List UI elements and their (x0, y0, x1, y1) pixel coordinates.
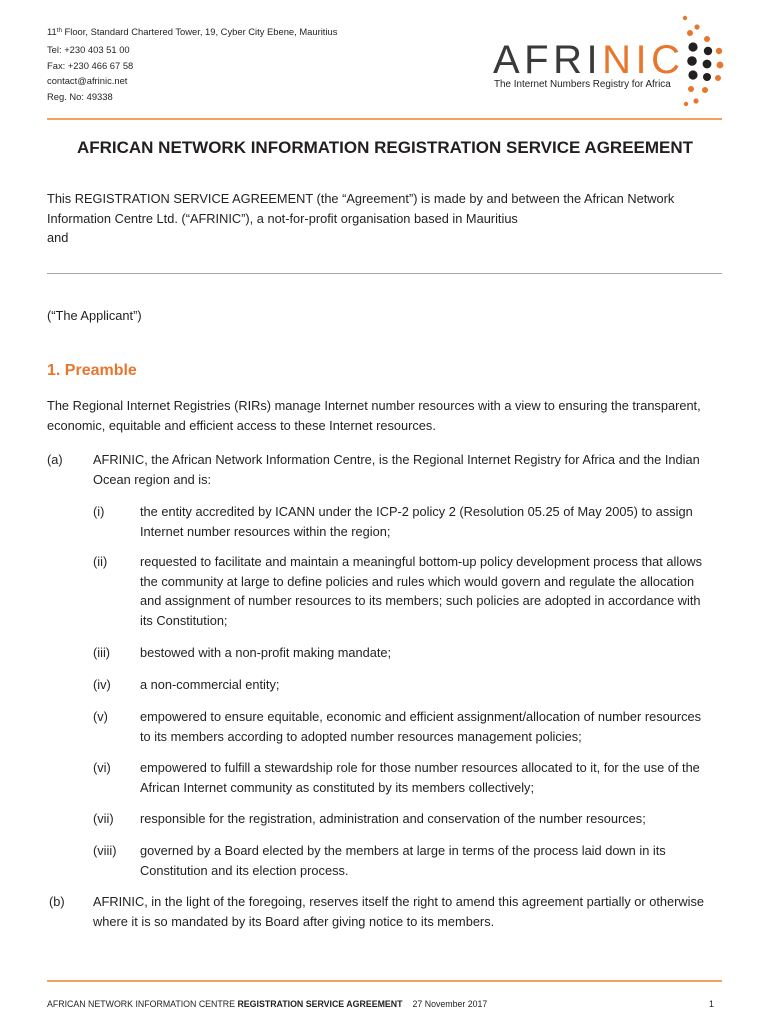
page-footer (47, 998, 487, 1010)
subclause-label: (v) (93, 709, 108, 724)
subclause-line: to its members according to adopted number resources management policies; (140, 728, 582, 744)
parties-paragraph (47, 189, 674, 248)
logo-dot (704, 47, 712, 55)
subclause-text (140, 707, 701, 746)
subclause-line: the entity accredited by ICANN under the ICP-2 policy 2 (Resolution 05.25 of May 2005) to assign (140, 504, 693, 519)
subclause-text (140, 809, 646, 829)
subclause-line: and assignment of number resources to its members; such policies are adopted in accordance with (140, 593, 701, 609)
applicant-name-line (47, 273, 722, 274)
subclause-text (140, 643, 391, 663)
preamble-intro-line: The Regional Internet Registries (RIRs) manage Internet number resources with a view to ensuring the transparent, (47, 398, 701, 413)
parties-line: This REGISTRATION SERVICE AGREEMENT (the “Agreement”) is made by and between the African Network (47, 191, 675, 206)
afrinic-wordmark (493, 40, 685, 80)
header-divider (47, 118, 722, 120)
address-text: Floor, Standard Chartered Tower, 19, Cyber City Ebene, Mauritius (64, 26, 338, 37)
address-floor-ordinal: th (56, 26, 62, 34)
logo-dot (703, 73, 711, 81)
subclause-text (140, 675, 279, 695)
preamble-intro-line: economic, equitable and efficient access to these Internet resources. (47, 417, 436, 433)
logo-dot (704, 36, 710, 42)
footer-organisation: AFRICAN NETWORK INFORMATION CENTRE (47, 999, 235, 1009)
logo-dot (693, 98, 698, 103)
clause-line: AFRINIC, in the light of the foregoing, reserves itself the right to amend this agreement partially or otherwise (93, 894, 704, 909)
section-heading-preamble: 1. Preamble (47, 362, 137, 379)
logo-dot (716, 48, 722, 54)
subclause-line: its Constitution; (140, 612, 228, 628)
clause-label: (a) (47, 452, 63, 467)
logo-dot (687, 30, 693, 36)
clause-label: (b) (49, 894, 65, 909)
preamble-intro (47, 396, 701, 435)
subclause-line: a non-commercial entity; (140, 677, 280, 692)
logo-dot (688, 42, 697, 51)
logo-dot (717, 62, 724, 69)
registration-number-line: Reg. No: 49338 (47, 91, 113, 103)
parties-line: and (47, 230, 69, 246)
clause-text (93, 450, 700, 489)
applicant-label: (“The Applicant”) (47, 308, 142, 323)
footer-date: 27 November 2017 (412, 999, 488, 1009)
parties-line: Information Centre Ltd. (“AFRINIC”), a not-for-profit organisation based in Mauritius (47, 210, 518, 226)
subclause-line: Internet number resources within the region; (140, 523, 391, 539)
logo-dot (688, 70, 697, 79)
page-number: 1 (709, 999, 714, 1009)
dot-pattern-icon (676, 10, 728, 110)
wordmark-dark-part: AFRI (493, 38, 603, 82)
logo-dot (684, 102, 688, 106)
logo-dot (694, 24, 699, 29)
subclause-line: empowered to fulfill a stewardship role for those number resources allocated to it, for the use of the (140, 760, 700, 775)
subclause-text (140, 758, 700, 797)
subclause-label: (viii) (93, 843, 117, 858)
logo-dot (688, 86, 694, 92)
subclause-line: responsible for the registration, administration and conservation of the number resources; (140, 811, 646, 826)
logo-dot (683, 16, 687, 20)
contact-address-block (47, 24, 337, 105)
subclause-line: requested to facilitate and maintain a meaningful bottom-up policy development process that allows (140, 554, 702, 569)
fax-line: Fax: +230 466 67 58 (47, 59, 134, 71)
clause-line: Ocean region and is: (93, 471, 212, 487)
subclause-text (140, 502, 693, 541)
clause-text (93, 892, 704, 931)
logo-dot (687, 56, 697, 66)
address-floor-number: 11 (47, 26, 57, 37)
subclause-label: (i) (93, 504, 105, 519)
clause-line: where it is so mandated by its Board after giving notice to its members. (93, 913, 495, 929)
footer-divider (47, 980, 722, 982)
logo-dot (715, 75, 721, 81)
clause-line: AFRINIC, the African Network Information Centre, is the Regional Internet Registry for Africa and the Indian (93, 452, 700, 467)
subclause-label: (iii) (93, 645, 111, 660)
email-line: contact@afrinic.net (47, 75, 128, 87)
page-title: AFRICAN NETWORK INFORMATION REGISTRATION SERVICE AGREEMENT (76, 138, 694, 157)
subclause-text (140, 841, 666, 880)
subclause-line: governed by a Board elected by the members at large in terms of the process laid down in its (140, 843, 666, 858)
logo-dot (702, 87, 708, 93)
subclause-line: empowered to ensure equitable, economic and efficient assignment/allocation of number resources (140, 709, 702, 724)
telephone-line: Tel: +230 403 51 00 (47, 43, 130, 55)
address-line (47, 24, 337, 42)
subclause-label: (vii) (93, 811, 114, 826)
wordmark-accent-part: NIC (602, 38, 685, 82)
subclause-line: bestowed with a non-profit making mandate; (140, 645, 392, 660)
subclause-label: (ii) (93, 554, 108, 569)
footer-document-title: REGISTRATION SERVICE AGREEMENT (237, 999, 403, 1009)
subclause-line: African Internet community as constituted by its members collectively; (140, 779, 535, 795)
subclause-text (140, 552, 702, 630)
subclause-line: Constitution and its election process. (140, 862, 349, 878)
logo-dot (703, 60, 712, 69)
subclause-label: (iv) (93, 677, 111, 692)
subclause-label: (vi) (93, 760, 111, 775)
subclause-line: the community at large to define policies and rules which would govern and regulate the allocation (140, 573, 695, 589)
logo-tagline: The Internet Numbers Registry for Africa (494, 79, 671, 90)
